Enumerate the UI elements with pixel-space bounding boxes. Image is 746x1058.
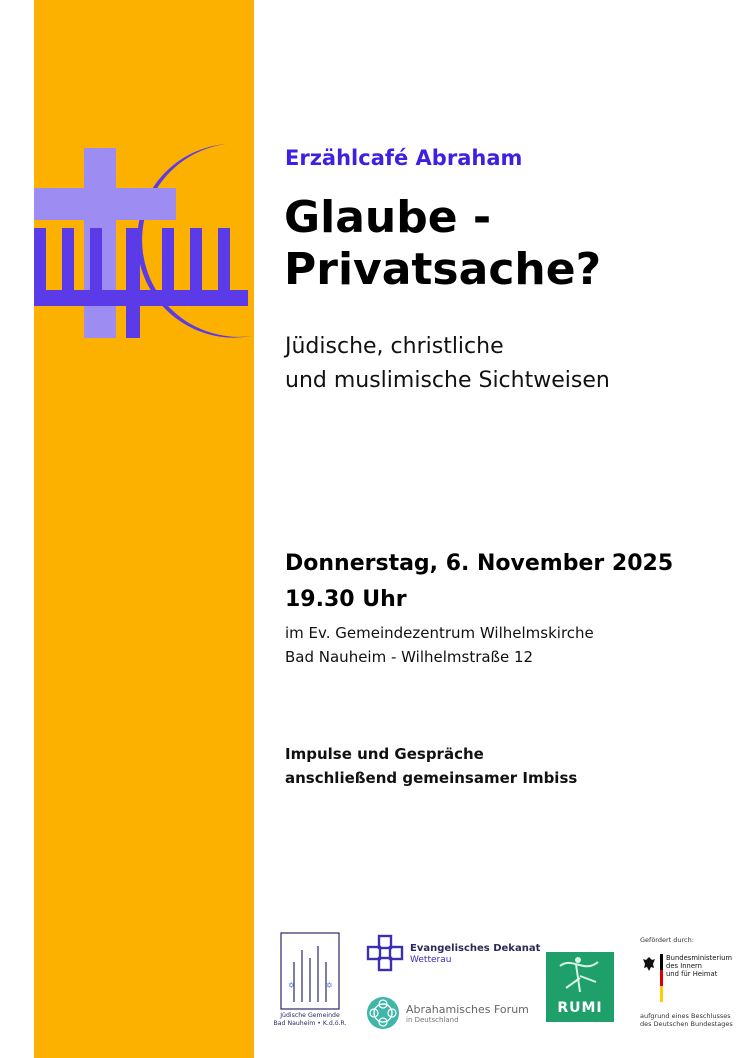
ministry-line-2: des Innern — [666, 962, 702, 970]
program-line-1: Impulse und Gespräche — [285, 745, 484, 763]
subtitle-line-1: Jüdische, christliche — [285, 334, 504, 359]
funder-logo — [640, 936, 740, 1036]
dekanat-name: Evangelisches Dekanat — [410, 943, 541, 954]
juedische-gemeinde-line-2: Bad Nauheim • K.d.ö.R. — [273, 1020, 347, 1027]
dekanat-region: Wetterau — [410, 955, 452, 965]
svg-text:✡: ✡ — [288, 981, 295, 990]
ministry-line-1: Bundesministerium — [666, 954, 733, 962]
event-program — [285, 742, 577, 790]
abrahamisches-forum-logo — [366, 996, 536, 1032]
funder-note-line-1: aufgrund eines Beschlusses — [640, 1012, 731, 1020]
venue-line-2: Bad Nauheim - Wilhelmstraße 12 — [285, 648, 534, 666]
event-venue — [285, 621, 594, 669]
ministry-line-3: und für Heimat — [666, 970, 718, 978]
venue-line-1: im Ev. Gemeindezentrum Wilhelmskirche — [285, 624, 594, 642]
juedische-gemeinde-line-1: Jüdische Gemeinde — [280, 1012, 340, 1019]
event-series: Erzählcafé Abraham — [285, 146, 523, 170]
interfaith-emblem-icon — [34, 140, 254, 340]
dekanat-logo — [366, 934, 541, 974]
event-time: 19.30 Uhr — [285, 587, 407, 612]
subtitle-line-2: und muslimische Sichtweisen — [285, 368, 610, 393]
funder-note-line-2: des Deutschen Bundestages — [640, 1020, 733, 1028]
svg-text:✡: ✡ — [326, 981, 333, 990]
event-date: Donnerstag, 6. November 2025 — [285, 551, 674, 576]
dekanat-cross-icon — [366, 934, 404, 972]
title-line-1: Glaube - — [284, 192, 492, 243]
forum-name: Abrahamisches Forum — [406, 1003, 529, 1016]
synagogue-icon — [280, 932, 340, 1010]
event-title — [284, 192, 601, 296]
federal-eagle-icon — [642, 956, 656, 972]
german-flag-bar — [660, 954, 663, 1002]
dancer-icon — [546, 952, 614, 1000]
event-subtitle — [285, 330, 610, 398]
funder-label: Gefördert durch: — [640, 936, 694, 944]
juedische-gemeinde-logo — [270, 932, 348, 1032]
title-line-2: Privatsache? — [284, 244, 602, 295]
rumi-label: RUMI — [557, 1000, 603, 1016]
program-line-2: anschließend gemeinsamer Imbiss — [285, 769, 578, 787]
forum-rosette-icon — [366, 996, 400, 1030]
forum-subline: in Deutschland — [406, 1016, 459, 1024]
rumi-logo — [546, 952, 614, 1022]
